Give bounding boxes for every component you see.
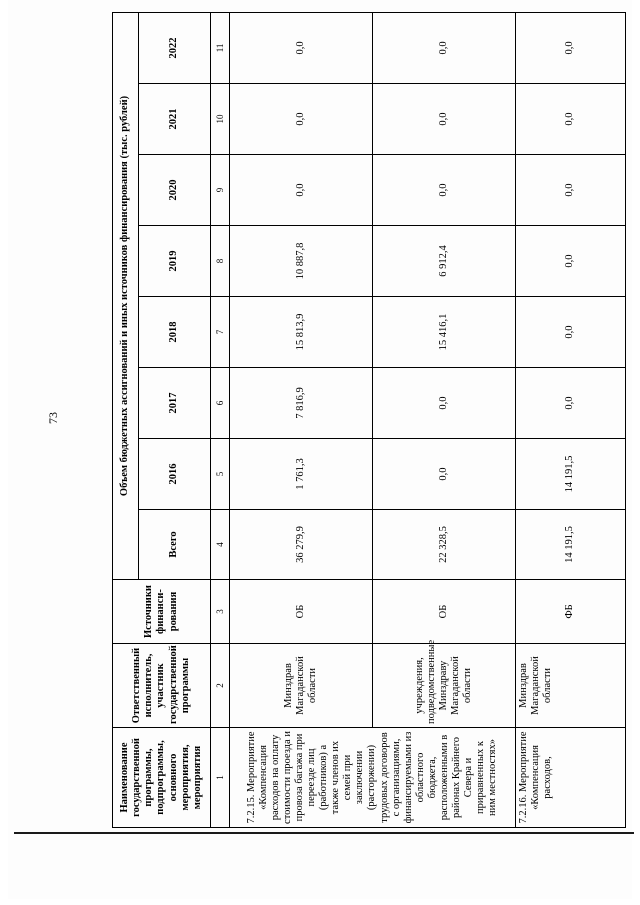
value-cell: 0,0 (373, 84, 516, 155)
table-row (516, 12, 626, 827)
table-row (230, 12, 373, 827)
value-cell: 15 416,1 (373, 297, 516, 368)
value-cell: 0,0 (230, 12, 373, 83)
header-source: Источники финанси-рования (113, 580, 211, 644)
value-cell: 0,0 (230, 155, 373, 226)
activity-name: 7.2.16. Мероприятие «Компенсация расходов, (516, 728, 626, 828)
value-cell: 0,0 (373, 439, 516, 510)
budget-table (112, 12, 626, 828)
value-cell: 0,0 (516, 84, 626, 155)
value-cell: 15 813,9 (230, 297, 373, 368)
total-cell: 14 191,5 (516, 510, 626, 580)
value-cell: 7 816,9 (230, 368, 373, 439)
column-index: 6 (211, 368, 230, 439)
page-divider-line (14, 832, 634, 834)
executor-cell: Минздрав Магаданской области (230, 644, 373, 728)
header-year: 2018 (139, 297, 211, 368)
column-index: 9 (211, 155, 230, 226)
executor-cell: Минздрав Магаданской области (516, 644, 626, 728)
total-cell: 22 328,5 (373, 510, 516, 580)
column-index: 4 (211, 510, 230, 580)
value-cell: 6 912,4 (373, 226, 516, 297)
column-index: 11 (211, 12, 230, 83)
value-cell: 14 191,5 (516, 439, 626, 510)
total-cell: 36 279,9 (230, 510, 373, 580)
column-index: 10 (211, 84, 230, 155)
column-index: 5 (211, 439, 230, 510)
value-cell: 0,0 (373, 155, 516, 226)
column-index: 1 (211, 728, 230, 828)
activity-name: 7.2.15. Мероприятие «Компенсация расходов на оплату стоимости проезда и провоза багажа при переезде лиц (работников) а также членов их семей при заключении (расторжении) трудовых договоров с организациями, финансируемыми из областного бюджета, расположенными в районах Крайнего Севера и приравненных к ним местностях» (230, 728, 516, 828)
rotated-table-block (46, 13, 622, 828)
value-cell: 0,0 (373, 12, 516, 83)
value-cell: 0,0 (516, 297, 626, 368)
column-index: 2 (211, 644, 230, 728)
column-index: 3 (211, 580, 230, 644)
header-name: Наименование государственной программы, подпрограммы, основного мероприятия, мероприятия (113, 728, 211, 828)
source-cell: ФБ (516, 580, 626, 644)
value-cell: 10 887,8 (230, 226, 373, 297)
header-year: 2021 (139, 84, 211, 155)
header-budget-group: Объем бюджетных ассигнований и иных источников финансирования (тыс. рублей) (113, 12, 139, 579)
column-index-row (211, 12, 230, 827)
value-cell: 0,0 (516, 155, 626, 226)
header-executor: Ответственный исполнитель, участник государственной программы (113, 644, 211, 728)
source-cell: ОБ (230, 580, 373, 644)
header-year: 2016 (139, 439, 211, 510)
value-cell: 0,0 (373, 368, 516, 439)
executor-cell: учреждения, подведомственные Минздраву Магаданской области (373, 644, 516, 728)
value-cell: 0,0 (516, 368, 626, 439)
source-cell: ОБ (373, 580, 516, 644)
column-index: 7 (211, 297, 230, 368)
value-cell: 0,0 (516, 226, 626, 297)
value-cell: 1 761,3 (230, 439, 373, 510)
header-year: 2019 (139, 226, 211, 297)
header-year: 2022 (139, 12, 211, 83)
table-row (373, 12, 516, 827)
page-number: 73 (46, 412, 60, 424)
value-cell: 0,0 (516, 12, 626, 83)
column-index: 8 (211, 226, 230, 297)
header-total: Всего (139, 510, 211, 580)
header-year: 2020 (139, 155, 211, 226)
header-year: 2017 (139, 368, 211, 439)
value-cell: 0,0 (230, 84, 373, 155)
